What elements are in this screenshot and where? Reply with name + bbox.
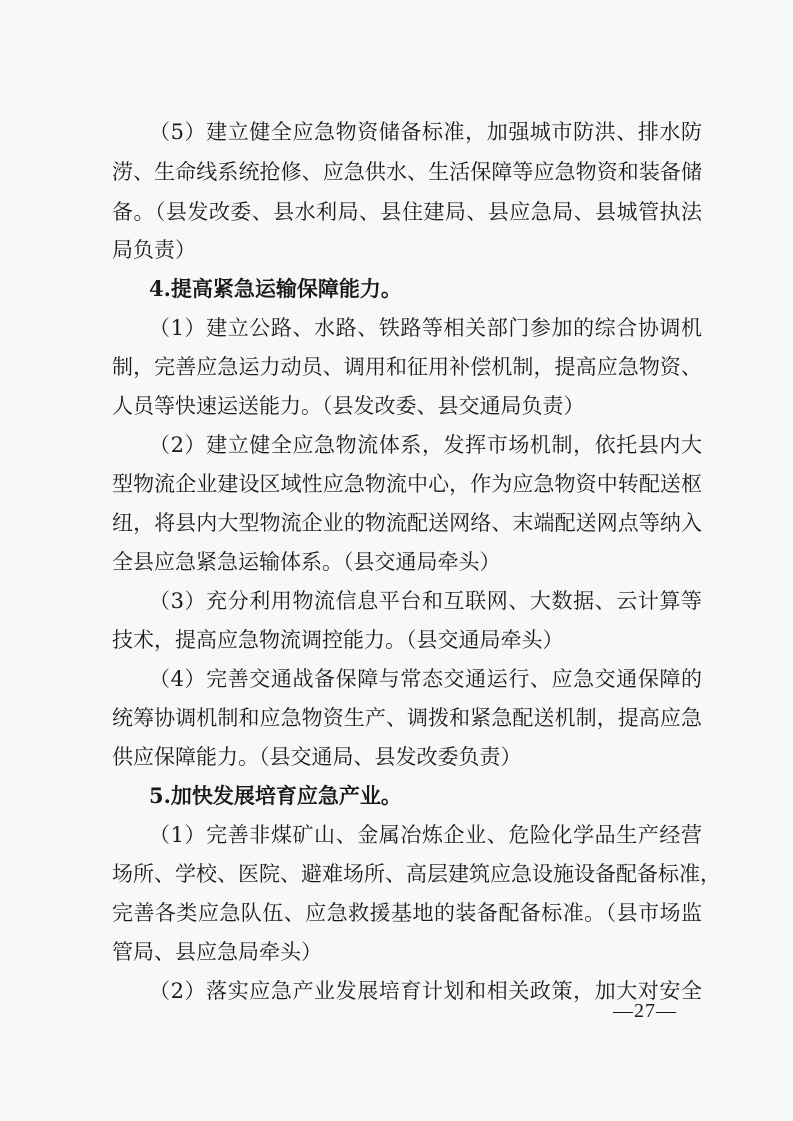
page-number: —27—	[613, 1000, 677, 1022]
item-4-line-3: 供应保障能力。（县交通局、县发改委负责）	[112, 745, 522, 769]
item-2-line-3: 纽，将县内大型物流企业的物流配送网络、末端配送网点等纳入	[112, 511, 702, 535]
item-5-1-line-2: 场所、学校、医院、避难场所、高层建筑应急设施设备配备标准，	[112, 862, 721, 886]
item-4-line-2: 统筹协调机制和应急物资生产、调拨和紧急配送机制，提高应急	[112, 706, 702, 730]
item-4-line-1: （4）完善交通战备保障与常态交通运行、应急交通保障的	[149, 667, 702, 691]
section-heading-4: 4.提高紧急运输保障能力。	[149, 276, 402, 301]
item-2-line-1: （2）建立健全应急物流体系，发挥市场机制，依托县内大	[149, 433, 702, 457]
item-5-1-line-4: 管局、县应急局牵头）	[112, 940, 322, 964]
paragraph-5-line-4: 局负责）	[112, 238, 196, 262]
item-2-line-4: 全县应急紧急运输体系。（县交通局牵头）	[112, 550, 501, 574]
paragraph-5-line-3: 备。（县发改委、县水利局、县住建局、县应急局、县城管执法	[112, 200, 702, 224]
section-heading-5: 5.加快发展培育应急产业。	[149, 783, 402, 808]
paragraph-5-line-1: （5）建立健全应急物资储备标准，加强城市防洪、排水防	[149, 120, 702, 144]
item-2-line-2: 型物流企业建设区域性应急物流中心，作为应急物资中转配送枢	[112, 472, 702, 496]
item-1-line-2: 制，完善应急运力动员、调用和征用补偿机制，提高应急物资、	[112, 355, 702, 379]
item-3-line-2: 技术，提高应急物流调控能力。（县交通局牵头）	[112, 628, 564, 652]
item-5-2-line-1: （2）落实应急产业发展培育计划和相关政策，加大对安全	[149, 979, 702, 1003]
item-3-line-1: （3）充分利用物流信息平台和互联网、大数据、云计算等	[149, 589, 702, 613]
item-5-1-line-1: （1）完善非煤矿山、金属冶炼企业、危险化学品生产经营	[149, 823, 702, 847]
item-5-1-line-3: 完善各类应急队伍、应急救援基地的装备配备标准。（县市场监	[112, 901, 702, 925]
paragraph-5-line-2: 涝、生命线系统抢修、应急供水、生活保障等应急物资和装备储	[112, 160, 702, 184]
item-1-line-1: （1）建立公路、水路、铁路等相关部门参加的综合协调机	[149, 316, 702, 340]
item-1-line-3: 人员等快速运送能力。（县发改委、县交通局负责）	[112, 394, 585, 418]
